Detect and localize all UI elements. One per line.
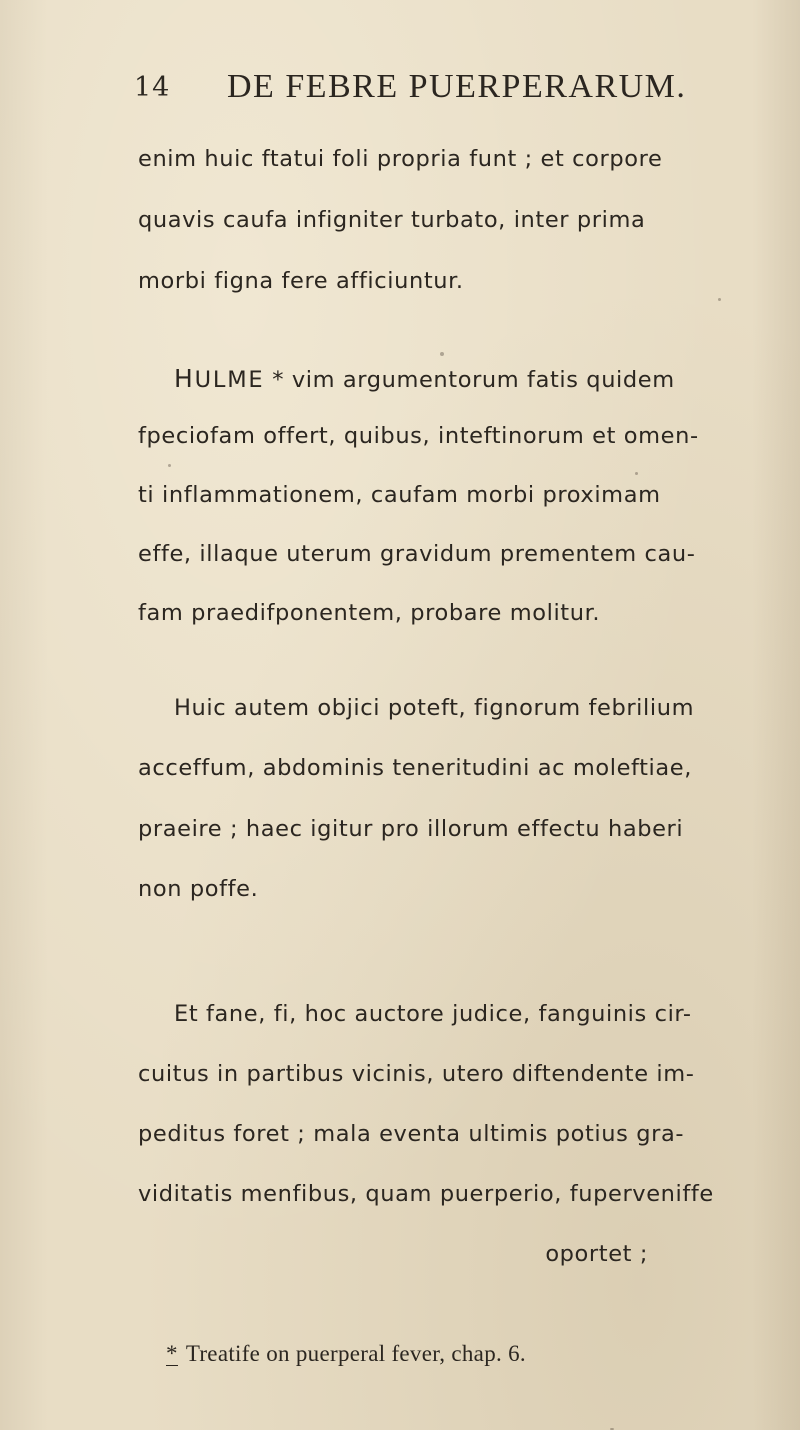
text-line (174, 366, 675, 392)
text-line: peditus foret ; mala eventa ultimis potius gra- (138, 1121, 685, 1147)
footnote (166, 1341, 526, 1367)
text-line: non poffe. (138, 876, 259, 902)
page-number: 14 (134, 72, 171, 103)
text-line: quavis caufa infigniter turbato, inter prima (138, 207, 646, 233)
paper-speck (440, 352, 444, 356)
text-line: fpeciofam offert, quibus, inteftinorum et omen- (138, 423, 699, 449)
page-header (134, 68, 724, 112)
paper-speck (168, 464, 171, 467)
text-line: acceffum, abdominis teneritudini ac moleftiae, (138, 755, 692, 781)
text-line: Et fane, fi, hoc auctore judice, fanguinis cir- (174, 1001, 692, 1027)
footnote-reference: * (272, 367, 285, 393)
text-fragment: vim argumentorum fatis quidem (291, 367, 675, 393)
author-name: HULME (174, 364, 265, 393)
footnote-marker: * (166, 1341, 178, 1366)
text-line: morbi figna fere afficiuntur. (138, 268, 464, 294)
text-line: viditatis menfibus, quam puerperio, fuperveniffe (138, 1181, 714, 1207)
text-line: fam praedifponentem, probare molitur. (138, 600, 601, 626)
text-line: Huic autem objici poteft, fignorum febrilium (174, 695, 695, 721)
running-title: DE FEBRE PUERPERARUM. (227, 68, 687, 105)
text-line: effe, illaque uterum gravidum prementem cau- (138, 541, 696, 567)
paper-speck (635, 472, 638, 475)
text-line: cuitus in partibus vicinis, utero diftendente im- (138, 1061, 695, 1087)
text-line: praeire ; haec igitur pro illorum effectu haberi (138, 816, 684, 842)
text-line: enim huic ftatui foli propria funt ; et corpore (138, 146, 663, 172)
text-line: ti inflammationem, caufam morbi proximam (138, 482, 661, 508)
paper-speck (718, 298, 721, 301)
catchword: oportet ; (545, 1241, 648, 1267)
footnote-text: Treatife on puerperal fever, chap. 6. (185, 1341, 526, 1366)
